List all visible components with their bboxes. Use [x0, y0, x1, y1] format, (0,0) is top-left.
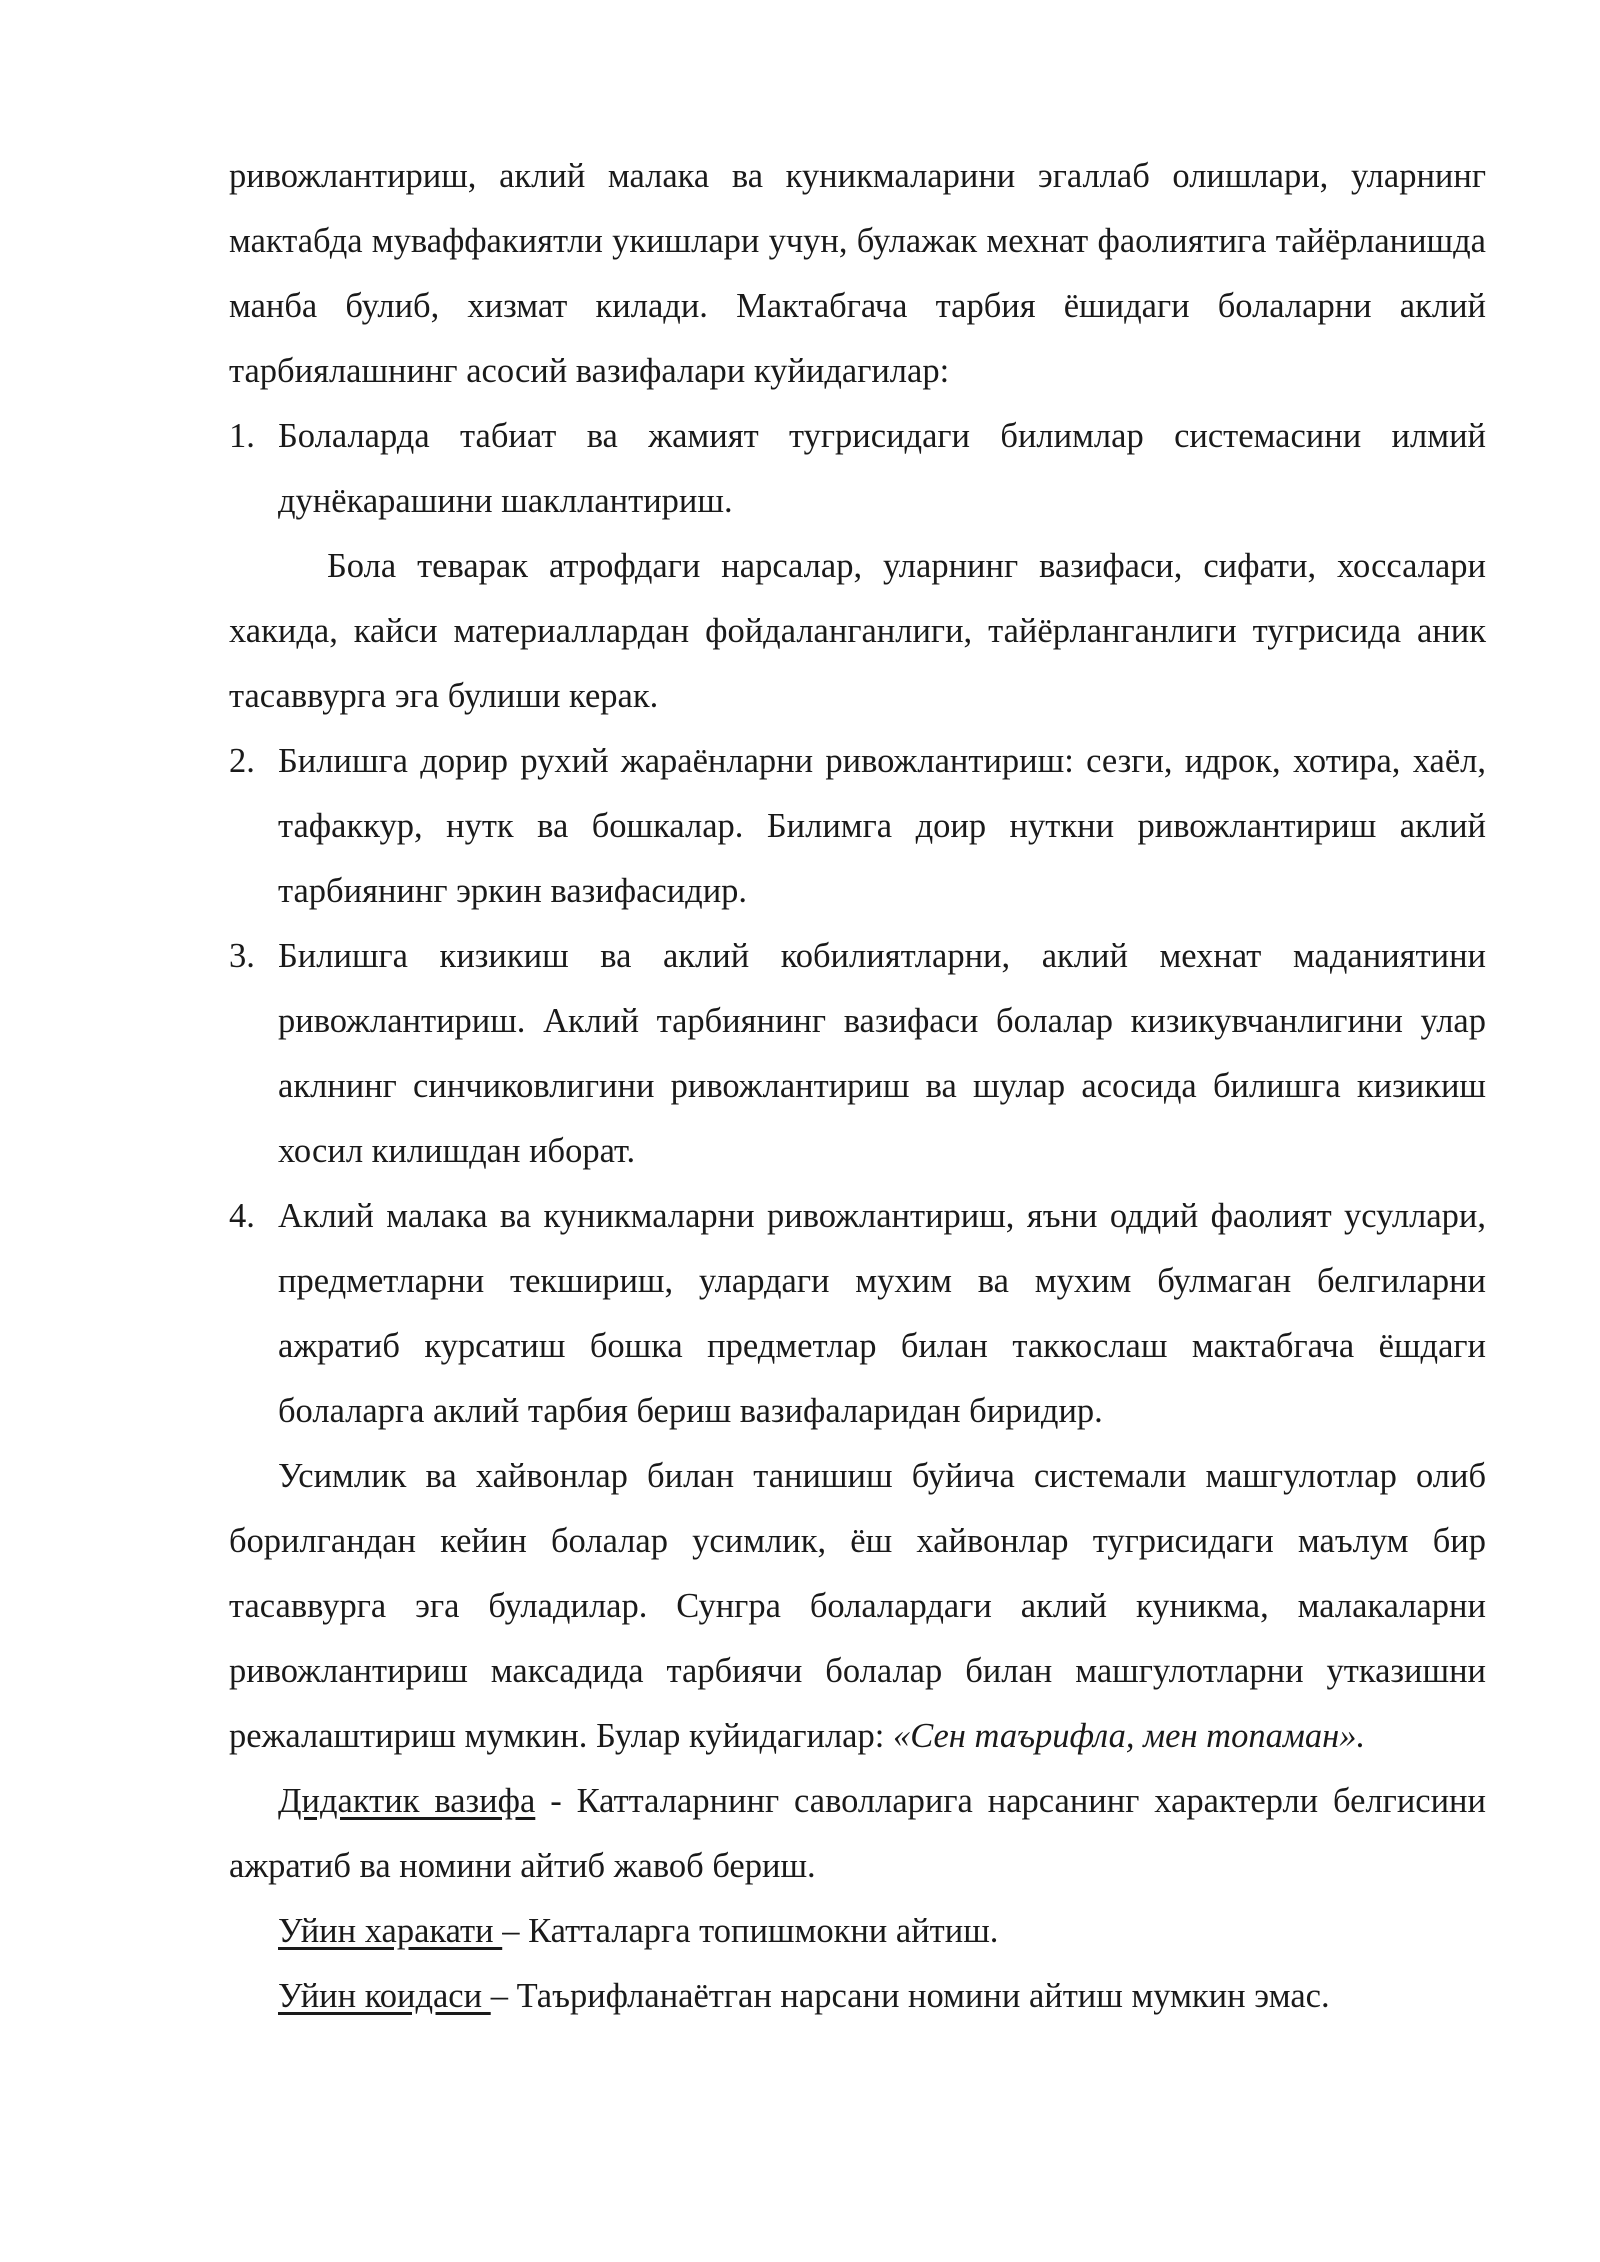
game-action-paragraph	[229, 1899, 1486, 1964]
list-item-number: 4.	[229, 1197, 255, 1235]
didactic-task-text: - Катталарнинг саволларига нарсанинг характерли белгисини ажратиб ва номини айтиб жавоб бериш.	[229, 1782, 1486, 1885]
list-item-text: Билишга дорир рухий жараёнларни ривожлантириш: сезги, идрок, хотира, хаёл, тафаккур, нутк ва бошкалар. Билимга доир нуткни ривожлантириш аклий тарбиянинг эркин вазифасидир.	[278, 742, 1486, 910]
games-paragraph	[229, 1444, 1486, 1769]
list-item-text: Аклий малака ва куникмаларни ривожлантириш, яъни оддий фаолият усуллари, предметларни текшириш, улардаги мухим ва мухим булмаган белгиларни ажратиб курсатиш бошка предметлар билан таккослаш мактабгача ёшдаги болаларга аклий тарбия бериш вазифаларидан биридир.	[278, 1197, 1486, 1430]
game-rule-paragraph	[229, 1964, 1486, 2029]
games-paragraph-text: Усимлик ва хайвонлар билан танишиш буйича системали машгулотлар олиб борилгандан кейин болалар усимлик, ёш хайвонлар тугрисидаги маълум бир тасаввурга эга буладилар. Сунгра болалардаги аклий куникма, малакаларни ривожлантириш максадида тарбиячи болалар билан машгулотларни утказишни режалаштириш мумкин. Булар куйидагилар:	[229, 1457, 1486, 1755]
didactic-task-label: Дидактик вазифа	[278, 1782, 536, 1820]
intro-paragraph: ривожлантириш, аклий малака ва куникмаларини эгаллаб олишлари, уларнинг мактабда муваффакиятли укишлари учун, булажак мехнат фаолиятига тайёрланишда манба булиб, хизмат килади. Мактабгача тарбия ёшидаги болаларни аклий тарбиялашнинг асосий вазифалари куйидагилар:	[229, 157, 1486, 390]
list-item-number: 2.	[229, 742, 255, 780]
list-item	[229, 404, 1486, 534]
list-item	[229, 1184, 1486, 1444]
list-item-number: 3.	[229, 937, 255, 975]
game-rule-text: – Таърифланаётган нарсани номини айтиш мумкин эмас.	[490, 1977, 1330, 2015]
game-rule-label: Уйин коидаси	[278, 1977, 491, 2015]
game-title: «Сен таърифла, мен топаман».	[892, 1717, 1366, 1755]
game-action-text: – Катталарга топишмокни айтиш.	[502, 1912, 999, 1950]
document-body	[229, 144, 1486, 2029]
list-item-text: Билишга кизикиш ва аклий кобилиятларни, аклий мехнат маданиятини ривожлантириш. Аклий тарбиянинг вазифаси болалар кизикувчанлигини улар аклнинг синчиковлигини ривожлантириш ва шулар асосида билишга кизикиш хосил килишдан иборат.	[278, 937, 1486, 1170]
list-item-text: Болаларда табиат ва жамият тугрисидаги билимлар системасини илмий дунёкарашини шакллантириш.	[278, 417, 1486, 520]
tasks-list-part1	[229, 404, 1486, 534]
tasks-list-part2	[229, 729, 1486, 1444]
didactic-task-paragraph	[229, 1769, 1486, 1899]
item1-explanation: Бола теварак атрофдаги нарсалар, уларнинг вазифаси, сифати, хоссалари хакида, кайси материаллардан фойдаланганлиги, тайёрланганлиги тугрисида аник тасаввурга эга булиши керак.	[229, 547, 1486, 715]
list-item	[229, 924, 1486, 1184]
list-item	[229, 729, 1486, 924]
game-action-label: Уйин харакати	[278, 1912, 503, 1950]
list-item-number: 1.	[229, 417, 255, 455]
